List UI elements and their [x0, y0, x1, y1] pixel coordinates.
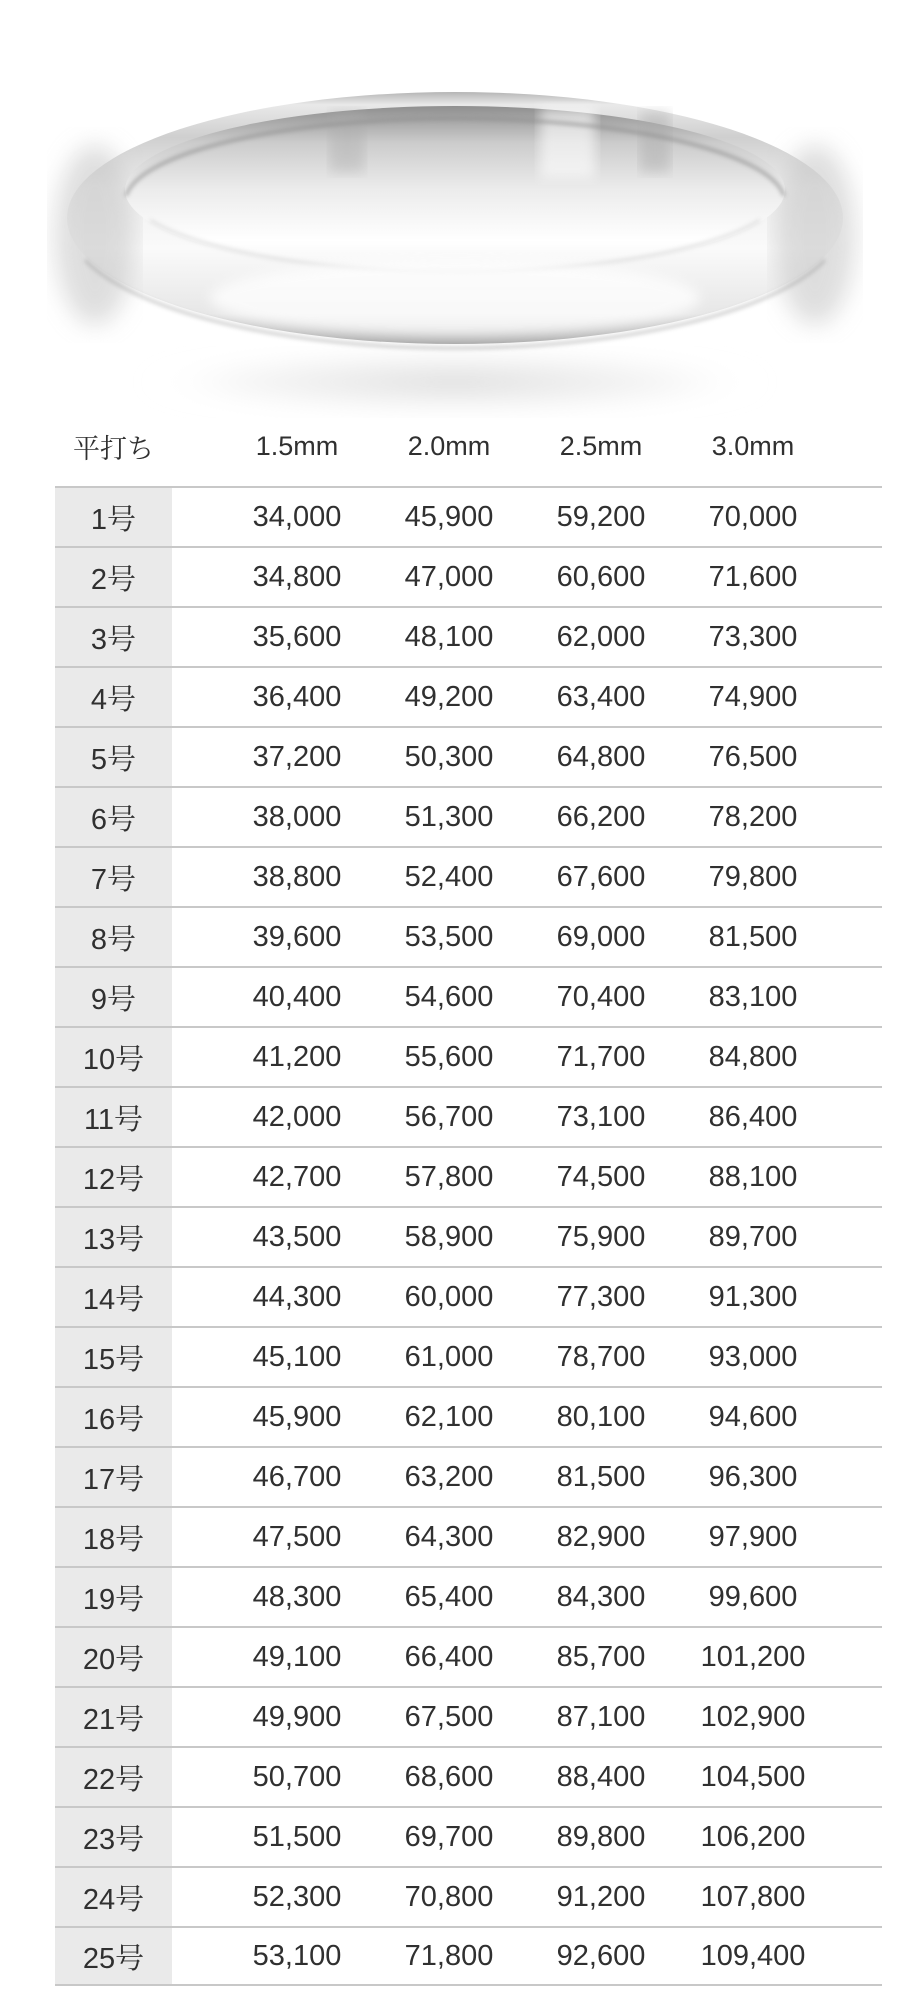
- table-header-width-3-0mm: 3.0mm: [711, 430, 795, 461]
- price-2-0mm: 45,900: [404, 500, 494, 533]
- price-1-5mm: 51,500: [252, 1820, 342, 1853]
- price-table: [55, 406, 882, 1986]
- ring-size-label: 17号: [55, 1448, 172, 1506]
- price-2-5mm: 70,400: [556, 980, 646, 1013]
- ring-size-label: 4号: [55, 668, 172, 726]
- price-1-5mm: 49,100: [252, 1640, 342, 1673]
- price-2-0mm: 66,400: [404, 1640, 494, 1673]
- ring-size-label: 9号: [55, 968, 172, 1026]
- ring-size-label: 2号: [55, 548, 172, 606]
- price-2-5mm: 77,300: [556, 1280, 646, 1313]
- table-row: [55, 1386, 882, 1446]
- ring-size-label: 1号: [55, 488, 172, 546]
- price-1-5mm: 53,100: [252, 1939, 342, 1972]
- table-row: [55, 606, 882, 666]
- price-1-5mm: 44,300: [252, 1280, 342, 1313]
- price-3-0mm: 71,600: [708, 560, 798, 593]
- price-2-5mm: 69,000: [556, 920, 646, 953]
- ring-size-label: 10号: [55, 1028, 172, 1086]
- price-3-0mm: 99,600: [708, 1580, 798, 1613]
- price-2-0mm: 65,400: [404, 1580, 494, 1613]
- ring-size-label: 25号: [55, 1928, 172, 1984]
- price-2-5mm: 74,500: [556, 1160, 646, 1193]
- ring-bottom-edge: [85, 260, 825, 348]
- price-1-5mm: 41,200: [252, 1040, 342, 1073]
- price-2-5mm: 64,800: [556, 740, 646, 773]
- table-header: [55, 406, 882, 486]
- price-3-0mm: 94,600: [708, 1400, 798, 1433]
- ring-side-shade-left: [55, 145, 135, 325]
- price-2-0mm: 63,200: [404, 1460, 494, 1493]
- price-2-0mm: 71,800: [404, 1939, 494, 1972]
- ring-photo: [0, 0, 909, 430]
- price-1-5mm: 47,500: [252, 1520, 342, 1553]
- price-3-0mm: 79,800: [708, 860, 798, 893]
- price-2-5mm: 92,600: [556, 1939, 646, 1972]
- ring-size-label: 14号: [55, 1268, 172, 1326]
- price-1-5mm: 49,900: [252, 1700, 342, 1733]
- price-1-5mm: 39,600: [252, 920, 342, 953]
- price-1-5mm: 45,900: [252, 1400, 342, 1433]
- price-1-5mm: 35,600: [252, 620, 342, 653]
- price-3-0mm: 91,300: [708, 1280, 798, 1313]
- table-row: [55, 1146, 882, 1206]
- ring-size-label: 3号: [55, 608, 172, 666]
- price-2-0mm: 70,800: [404, 1880, 494, 1913]
- price-2-0mm: 56,700: [404, 1100, 494, 1133]
- price-2-0mm: 53,500: [404, 920, 494, 953]
- table-row: [55, 486, 882, 546]
- ring-size-label: 8号: [55, 908, 172, 966]
- ring-size-label: 23号: [55, 1808, 172, 1866]
- price-1-5mm: 45,100: [252, 1340, 342, 1373]
- table-row: [55, 966, 882, 1026]
- price-2-5mm: 71,700: [556, 1040, 646, 1073]
- price-2-5mm: 73,100: [556, 1100, 646, 1133]
- ring-size-label: 15号: [55, 1328, 172, 1386]
- price-3-0mm: 104,500: [700, 1760, 806, 1793]
- ring-reflection: [330, 112, 364, 172]
- price-2-0mm: 62,100: [404, 1400, 494, 1433]
- table-row: [55, 666, 882, 726]
- price-2-5mm: 81,500: [556, 1460, 646, 1493]
- price-2-5mm: 88,400: [556, 1760, 646, 1793]
- table-row: [55, 1806, 882, 1866]
- ring-size-label: 18号: [55, 1508, 172, 1566]
- ring-hole: [125, 106, 785, 274]
- price-3-0mm: 78,200: [708, 800, 798, 833]
- price-1-5mm: 40,400: [252, 980, 342, 1013]
- price-2-0mm: 54,600: [404, 980, 494, 1013]
- price-2-0mm: 58,900: [404, 1220, 494, 1253]
- price-2-5mm: 66,200: [556, 800, 646, 833]
- table-row: [55, 1326, 882, 1386]
- ring-reflection: [640, 112, 670, 172]
- ring-side-shade-right: [775, 145, 855, 325]
- price-3-0mm: 70,000: [708, 500, 798, 533]
- price-1-5mm: 52,300: [252, 1880, 342, 1913]
- price-1-5mm: 38,000: [252, 800, 342, 833]
- price-2-0mm: 57,800: [404, 1160, 494, 1193]
- table-row: [55, 726, 882, 786]
- price-2-5mm: 91,200: [556, 1880, 646, 1913]
- price-3-0mm: 101,200: [700, 1640, 806, 1673]
- price-table-body: [55, 486, 882, 1986]
- price-2-0mm: 69,700: [404, 1820, 494, 1853]
- price-1-5mm: 38,800: [252, 860, 342, 893]
- price-2-5mm: 75,900: [556, 1220, 646, 1253]
- price-3-0mm: 102,900: [700, 1700, 806, 1733]
- price-1-5mm: 34,800: [252, 560, 342, 593]
- price-3-0mm: 76,500: [708, 740, 798, 773]
- ring-size-label: 16号: [55, 1388, 172, 1446]
- price-3-0mm: 97,900: [708, 1520, 798, 1553]
- ring-band: [67, 92, 843, 344]
- table-row: [55, 1626, 882, 1686]
- table-row: [55, 1086, 882, 1146]
- price-2-5mm: 63,400: [556, 680, 646, 713]
- price-1-5mm: 42,700: [252, 1160, 342, 1193]
- table-row: [55, 1026, 882, 1086]
- price-1-5mm: 43,500: [252, 1220, 342, 1253]
- price-3-0mm: 81,500: [708, 920, 798, 953]
- price-2-5mm: 82,900: [556, 1520, 646, 1553]
- price-2-0mm: 61,000: [404, 1340, 494, 1373]
- ring-size-label: 24号: [55, 1868, 172, 1926]
- price-2-5mm: 62,000: [556, 620, 646, 653]
- price-2-5mm: 85,700: [556, 1640, 646, 1673]
- price-2-0mm: 52,400: [404, 860, 494, 893]
- price-3-0mm: 109,400: [700, 1939, 806, 1972]
- price-3-0mm: 107,800: [700, 1880, 806, 1913]
- price-2-0mm: 51,300: [404, 800, 494, 833]
- price-2-0mm: 49,200: [404, 680, 494, 713]
- ring-front-highlight: [210, 260, 700, 336]
- table-row: [55, 1206, 882, 1266]
- table-row: [55, 1926, 882, 1986]
- ring-front-top-edge: [150, 220, 760, 272]
- price-2-5mm: 78,700: [556, 1340, 646, 1373]
- price-2-0mm: 64,300: [404, 1520, 494, 1553]
- price-3-0mm: 93,000: [708, 1340, 798, 1373]
- price-3-0mm: 89,700: [708, 1220, 798, 1253]
- price-3-0mm: 96,300: [708, 1460, 798, 1493]
- price-2-5mm: 87,100: [556, 1700, 646, 1733]
- table-row: [55, 1506, 882, 1566]
- price-3-0mm: 74,900: [708, 680, 798, 713]
- ring-size-label: 11号: [55, 1088, 172, 1146]
- price-2-0mm: 68,600: [404, 1760, 494, 1793]
- table-row: [55, 546, 882, 606]
- table-row: [55, 1566, 882, 1626]
- ring-size-label: 20号: [55, 1628, 172, 1686]
- table-header-width-2-5mm: 2.5mm: [559, 430, 643, 461]
- ring-size-label: 19号: [55, 1568, 172, 1626]
- price-3-0mm: 84,800: [708, 1040, 798, 1073]
- price-2-5mm: 84,300: [556, 1580, 646, 1613]
- ring-size-label: 22号: [55, 1748, 172, 1806]
- price-3-0mm: 83,100: [708, 980, 798, 1013]
- price-1-5mm: 50,700: [252, 1760, 342, 1793]
- price-1-5mm: 37,200: [252, 740, 342, 773]
- price-2-0mm: 67,500: [404, 1700, 494, 1733]
- price-2-0mm: 50,300: [404, 740, 494, 773]
- ring-shadow: [140, 352, 770, 412]
- price-2-0mm: 47,000: [404, 560, 494, 593]
- ring-size-label: 7号: [55, 848, 172, 906]
- price-2-5mm: 89,800: [556, 1820, 646, 1853]
- ring-reflection: [540, 108, 595, 178]
- price-3-0mm: 88,100: [708, 1160, 798, 1193]
- price-1-5mm: 36,400: [252, 680, 342, 713]
- table-row: [55, 786, 882, 846]
- price-2-5mm: 80,100: [556, 1400, 646, 1433]
- ring-size-label: 12号: [55, 1148, 172, 1206]
- price-1-5mm: 48,300: [252, 1580, 342, 1613]
- price-1-5mm: 46,700: [252, 1460, 342, 1493]
- price-1-5mm: 34,000: [252, 500, 342, 533]
- table-row: [55, 846, 882, 906]
- table-header-width-2-0mm: 2.0mm: [407, 430, 491, 461]
- ring-size-label: 13号: [55, 1208, 172, 1266]
- price-3-0mm: 106,200: [700, 1820, 806, 1853]
- price-3-0mm: 73,300: [708, 620, 798, 653]
- price-2-5mm: 59,200: [556, 500, 646, 533]
- ring-inner-edge: [126, 119, 784, 196]
- price-1-5mm: 42,000: [252, 1100, 342, 1133]
- table-row: [55, 906, 882, 966]
- ring-size-label: 5号: [55, 728, 172, 786]
- price-2-5mm: 67,600: [556, 860, 646, 893]
- table-row: [55, 1866, 882, 1926]
- price-2-0mm: 48,100: [404, 620, 494, 653]
- table-row: [55, 1446, 882, 1506]
- ring-size-label: 6号: [55, 788, 172, 846]
- table-row: [55, 1266, 882, 1326]
- table-row: [55, 1746, 882, 1806]
- price-2-0mm: 55,600: [404, 1040, 494, 1073]
- price-2-0mm: 60,000: [404, 1280, 494, 1313]
- ring-size-label: 21号: [55, 1688, 172, 1746]
- price-3-0mm: 86,400: [708, 1100, 798, 1133]
- table-header-width-1-5mm: 1.5mm: [255, 430, 339, 461]
- table-row: [55, 1686, 882, 1746]
- price-2-5mm: 60,600: [556, 560, 646, 593]
- table-header-style-label: 平打ち: [73, 433, 154, 464]
